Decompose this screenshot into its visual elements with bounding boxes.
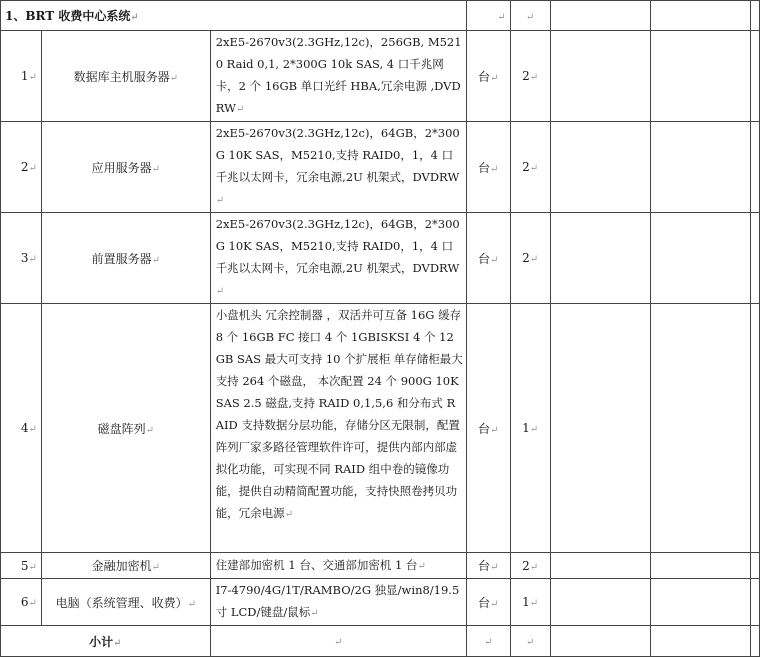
qty-cell [510, 1, 550, 31]
section-title-cell [1, 1, 467, 31]
empty-cell [650, 579, 750, 626]
row-number: 1↵ [1, 31, 42, 122]
empty-cell [750, 122, 759, 213]
item-qty: 2↵ [510, 553, 550, 579]
table-row [1, 31, 760, 122]
empty-cell [650, 304, 750, 553]
item-qty: 2↵ [510, 122, 550, 213]
paragraph-mark: ↵ [130, 12, 139, 23]
row-number: 2↵ [1, 122, 42, 213]
item-name: 磁盘阵列↵ [41, 304, 210, 553]
item-qty: 2↵ [510, 213, 550, 304]
empty-cell [750, 213, 759, 304]
unit-cell [466, 1, 510, 31]
table-row [1, 553, 760, 579]
item-unit: 台↵ [466, 579, 510, 626]
subtotal-qty-cell: ↵ [510, 626, 550, 657]
table-row [1, 304, 760, 553]
empty-cell [550, 122, 650, 213]
item-unit: 台↵ [466, 213, 510, 304]
table-row [1, 213, 760, 304]
section-title: 1、BRT 收费中心系统 [5, 9, 131, 23]
empty-cell [550, 579, 650, 626]
section-header-row [1, 1, 760, 31]
empty-cell [650, 122, 750, 213]
item-unit: 台↵ [466, 122, 510, 213]
item-qty: 2↵ [510, 31, 550, 122]
empty-cell [750, 626, 759, 657]
empty-cell [650, 626, 750, 657]
paragraph-mark: ↵ [525, 11, 535, 23]
item-spec: 住建部加密机 1 台、交通部加密机 1 台↵ [210, 553, 466, 579]
item-spec: 2xE5-2670v3(2.3GHz,12c)，256GB, M5210 Raid 0,1, 2*300G 10k SAS, 4 口千兆网卡，2 个 16GB 单口光纤 HBA,冗余电源 ,DVDRW↵ [210, 31, 466, 122]
subtotal-spec-cell: ↵ [210, 626, 466, 657]
row-number: 4↵ [1, 304, 42, 553]
empty-cell [550, 213, 650, 304]
item-spec: 小盘机头 冗余控制器 ，双活并可互备 16G 缓存 8 个 16GB FC 接口 4 个 1GBISKSI 4 个 12GB SAS 最大可支持 10 个扩展柜 单存储柜最大支持 264 个磁盘， 本次配置 24 个 900G 10K SAS 2.5 磁盘,支持 RAID 0,1,5,6 和分布式 RAID 支持数据分层功能，存储分区无限制，配置阵列厂家多路径管理软件许可，提供内部内部虚拟化功能，可实现不同 RAID 组中卷的镜像功能，提供自动精简配置功能，支持快照卷拷贝功能，冗余电源↵ [210, 304, 466, 553]
item-name: 金融加密机↵ [41, 553, 210, 579]
paragraph-mark: ↵ [497, 11, 506, 23]
empty-cell [750, 579, 759, 626]
table-row [1, 579, 760, 626]
row-number: 6↵ [1, 579, 42, 626]
subtotal-label: 小计↵ [1, 626, 211, 657]
empty-cell [650, 553, 750, 579]
empty-cell [650, 1, 750, 31]
item-spec: I7-4790/4G/1T/RAMBO/2G 独显/win8/19.5 寸 LCD/键盘/鼠标↵ [210, 579, 466, 626]
subtotal-row [1, 626, 760, 657]
item-qty: 1↵ [510, 579, 550, 626]
item-name: 电脑（系统管理、收费）↵ [41, 579, 210, 626]
empty-cell [750, 1, 759, 31]
table-row [1, 122, 760, 213]
item-name: 前置服务器↵ [41, 213, 210, 304]
empty-cell [550, 553, 650, 579]
item-spec: 2xE5-2670v3(2.3GHz,12c)，64GB，2*300G 10K SAS，M5210,支持 RAID0，1，4 口千兆以太网卡，冗余电源,2U 机架式，DVDRW↵ [210, 213, 466, 304]
item-name: 数据库主机服务器↵ [41, 31, 210, 122]
empty-cell [550, 1, 650, 31]
empty-cell [750, 553, 759, 579]
empty-cell [650, 213, 750, 304]
empty-cell [750, 304, 759, 553]
empty-cell [550, 304, 650, 553]
empty-cell [650, 31, 750, 122]
subtotal-unit-cell: ↵ [466, 626, 510, 657]
row-number: 5↵ [1, 553, 42, 579]
empty-cell [550, 626, 650, 657]
item-unit: 台↵ [466, 304, 510, 553]
item-unit: 台↵ [466, 31, 510, 122]
empty-cell [750, 31, 759, 122]
item-name: 应用服务器↵ [41, 122, 210, 213]
item-unit: 台↵ [466, 553, 510, 579]
empty-cell [550, 31, 650, 122]
row-number: 3↵ [1, 213, 42, 304]
item-spec: 2xE5-2670v3(2.3GHz,12c)，64GB，2*300G 10K SAS，M5210,支持 RAID0，1，4 口千兆以太网卡，冗余电源,2U 机架式，DVDRW↵ [210, 122, 466, 213]
item-qty: 1↵ [510, 304, 550, 553]
